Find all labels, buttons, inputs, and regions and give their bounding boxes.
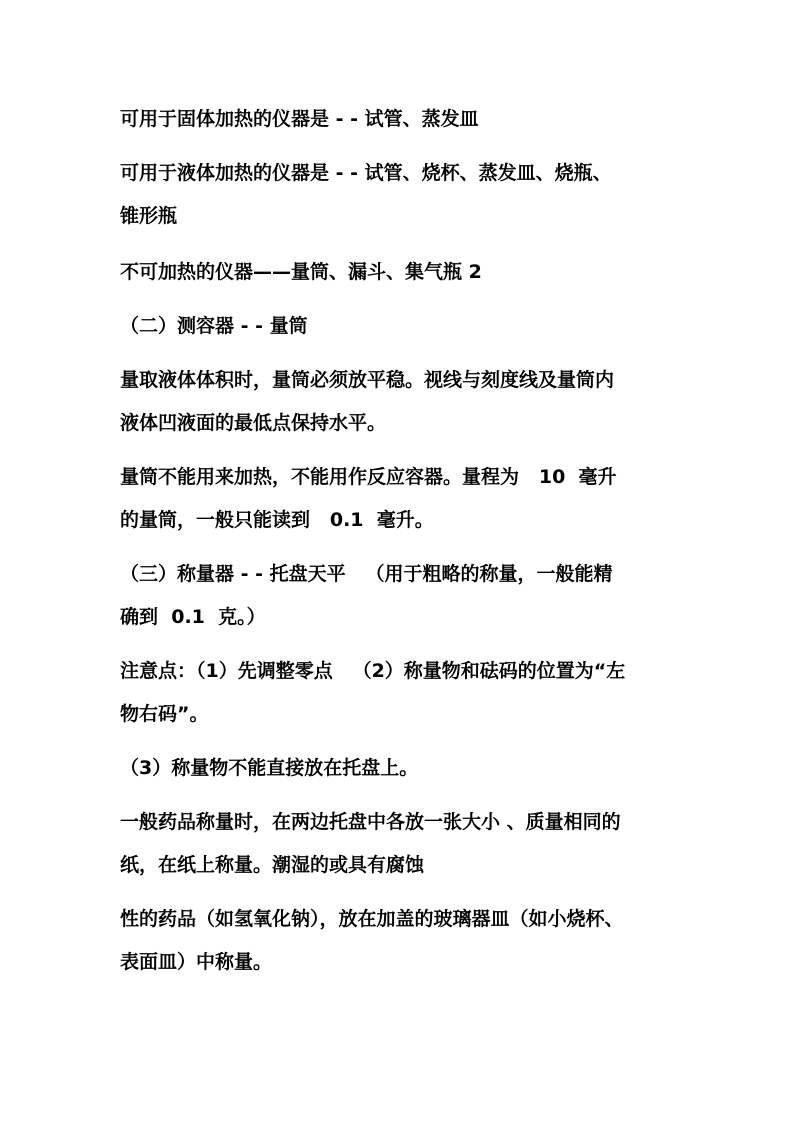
text-line: 物右码”。 [120,703,209,725]
text-line: 可用于液体加热的仪器是 - - 试管、烧杯、蒸发皿、烧瓶、 [120,162,612,184]
text-line: 的量筒，一般只能读到 0.1 毫升。 [120,509,434,531]
text-line: 量筒不能用来加热，不能用作反应容器。量程为 10 毫升 [120,466,617,488]
text-line: 可用于固体加热的仪器是 - - 试管、蒸发皿 [120,108,479,130]
text-line: 不可加热的仪器——量筒、漏斗、集气瓶 2 [120,261,482,283]
section-heading: （三）称量器 - - 托盘天平 （用于粗略的称量，一般能精 [120,563,613,585]
text-line: 锥形瓶 [120,205,178,227]
text-line: 性的药品（如氢氧化钠），放在加盖的玻璃器皿（如小烧杯、 [120,908,624,930]
text-line: 表面皿）中称量。 [120,951,273,973]
text-line: 一般药品称量时，在两边托盘中各放一张大小 、质量相同的 [120,811,621,833]
section-heading: （二）测容器 - - 量筒 [120,315,308,337]
text-line: （3）称量物不能直接放在托盘上。 [120,757,419,779]
text-line: 量取液体体积时，量筒必须放平稳。视线与刻度线及量筒内 [120,369,615,391]
text-line: 确到 0.1 克。） [120,606,266,628]
text-line: 注意点：（1）先调整零点 （2）称量物和砝码的位置为“左 [120,660,626,682]
text-line: 纸，在纸上称量。潮湿的或具有腐蚀 [120,854,425,876]
text-line: 液体凹液面的最低点保持水平。 [120,412,387,434]
